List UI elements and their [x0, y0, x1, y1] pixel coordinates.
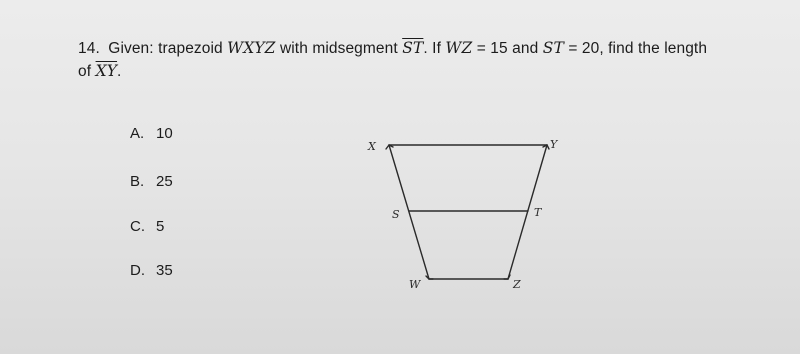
- choice-c-letter: C.: [130, 218, 145, 235]
- given-value-1: = 15 and: [476, 40, 539, 57]
- tick-z: [504, 275, 510, 279]
- choice-c-value: 5: [156, 218, 165, 235]
- trapezoid-diagram: [360, 130, 580, 295]
- question-intro: Given: trapezoid: [108, 40, 223, 57]
- question-14: [78, 37, 778, 83]
- midsegment-name: $\overline{ST}$: [402, 39, 424, 57]
- given-value-2: = 20, find the length: [568, 40, 708, 57]
- label-z: Z: [513, 278, 521, 291]
- shape-name: WXYZ: [227, 39, 276, 57]
- question-period: .: [117, 63, 122, 80]
- choice-c[interactable]: [130, 218, 164, 235]
- label-x: X: [368, 140, 376, 153]
- choice-d-letter: D.: [130, 262, 145, 279]
- choice-d-value: 35: [156, 262, 173, 279]
- label-s: S: [392, 208, 400, 221]
- midsegment-text: with midsegment: [279, 40, 398, 57]
- choice-a-letter: A.: [130, 125, 145, 142]
- choice-b-letter: B.: [130, 173, 145, 190]
- tick-w: [426, 276, 433, 279]
- label-w: W: [409, 278, 421, 291]
- question-number: 14.: [78, 40, 100, 57]
- choice-b[interactable]: [130, 173, 173, 190]
- choice-b-value: 25: [156, 173, 173, 190]
- if-text: . If: [423, 40, 441, 57]
- label-t: T: [534, 206, 542, 219]
- target-segment: $\overline{XY}$: [95, 62, 118, 80]
- choice-d[interactable]: [130, 262, 173, 279]
- choice-a-value: 10: [156, 125, 173, 142]
- given-segment-2: ST: [542, 39, 564, 57]
- given-segment-1: WZ: [445, 39, 473, 57]
- trapezoid-figure: [360, 130, 580, 295]
- choice-a[interactable]: [130, 125, 173, 142]
- label-y: Y: [550, 138, 558, 151]
- of-text: of: [78, 63, 92, 80]
